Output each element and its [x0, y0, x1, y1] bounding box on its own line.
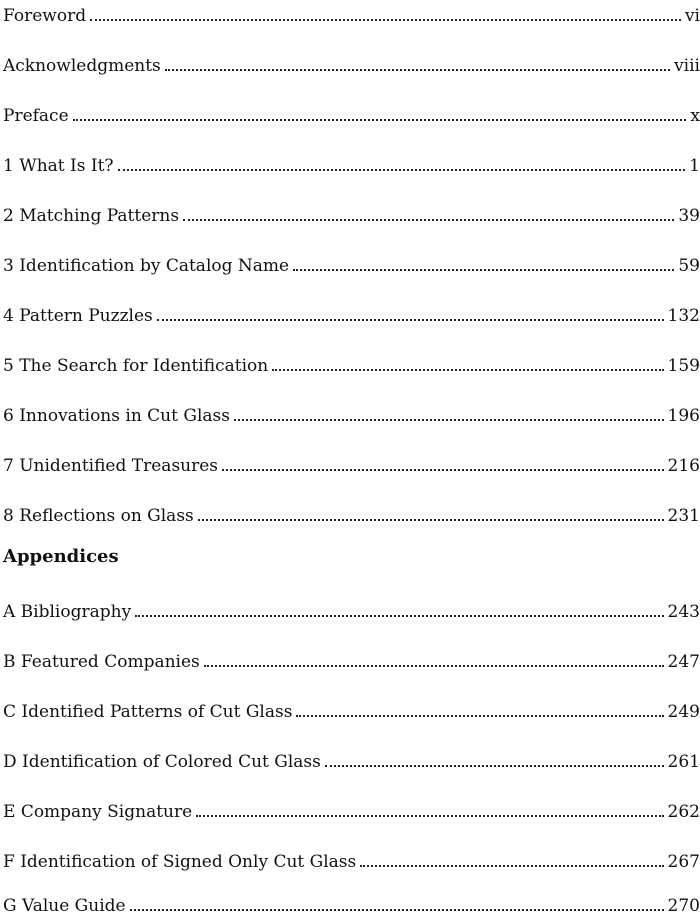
toc-entry-page: 231	[667, 506, 700, 526]
toc-entry-title: F Identification of Signed Only Cut Glass	[3, 852, 357, 872]
toc-entry-title: C Identified Patterns of Cut Glass	[3, 702, 293, 722]
toc-entry-title: B Featured Companies	[3, 652, 200, 672]
toc-entry-foreword	[3, 0, 700, 26]
dot-leader	[198, 506, 664, 526]
dot-leader	[325, 752, 664, 772]
toc-entry-chapter-6	[3, 400, 700, 426]
toc-entry-title: 2 Matching Patterns	[3, 206, 180, 226]
toc-entry-page: 39	[678, 206, 700, 226]
dot-leader	[222, 456, 664, 476]
toc-entry-page: x	[690, 106, 700, 126]
toc-entry-page: 267	[667, 852, 700, 872]
toc-entry-appendix-d	[3, 746, 700, 772]
toc-entry-appendix-e	[3, 796, 700, 822]
toc-entry-page: 159	[667, 356, 700, 376]
dot-leader	[135, 602, 663, 622]
dot-leader	[204, 652, 664, 672]
toc-entry-title: 4 Pattern Puzzles	[3, 306, 153, 326]
toc-entry-appendix-b	[3, 646, 700, 672]
toc-entry-title: Preface	[3, 106, 69, 126]
toc-entry-page: 196	[667, 406, 700, 426]
dot-leader	[272, 356, 663, 376]
dot-leader	[234, 406, 664, 426]
toc-entry-chapter-5	[3, 350, 700, 376]
toc-entry-page: 132	[667, 306, 700, 326]
toc-entry-title: 5 The Search for Identification	[3, 356, 269, 376]
toc-entry-chapter-2	[3, 200, 700, 226]
toc-entry-appendix-a	[3, 596, 700, 622]
toc-entry-page: 247	[667, 652, 700, 672]
dot-leader	[118, 156, 686, 176]
dot-leader	[130, 896, 664, 916]
toc-entry-chapter-4	[3, 300, 700, 326]
toc-entry-title: D Identification of Colored Cut Glass	[3, 752, 321, 772]
toc-entry-page: 270	[667, 896, 700, 916]
toc-entry-page: viii	[674, 56, 700, 76]
toc-entry-page: 249	[667, 702, 700, 722]
appendices-heading: Appendices	[3, 546, 119, 567]
toc-entry-preface	[3, 100, 700, 126]
toc-entry-title: Acknowledgments	[3, 56, 161, 76]
toc-entry-page: 261	[667, 752, 700, 772]
toc-entry-appendix-g	[3, 890, 700, 916]
dot-leader	[165, 56, 670, 76]
toc-entry-title: 6 Innovations in Cut Glass	[3, 406, 230, 426]
toc-entry-appendix-c	[3, 696, 700, 722]
dot-leader	[157, 306, 664, 326]
toc-entry-page: 1	[689, 156, 700, 176]
toc-entry-title: G Value Guide	[3, 896, 126, 916]
toc-entry-chapter-7	[3, 450, 700, 476]
toc-entry-page: vi	[684, 6, 700, 26]
toc-entry-chapter-1	[3, 150, 700, 176]
dot-leader	[293, 256, 674, 276]
toc-entry-title: A Bibliography	[3, 602, 132, 622]
toc-entry-page: 243	[667, 602, 700, 622]
toc-entry-chapter-3	[3, 250, 700, 276]
toc-entry-title: 3 Identification by Catalog Name	[3, 256, 290, 276]
dot-leader	[296, 702, 663, 722]
dot-leader	[196, 802, 663, 822]
toc-entry-chapter-8	[3, 500, 700, 526]
dot-leader	[73, 106, 687, 126]
toc-entry-title: E Company Signature	[3, 802, 193, 822]
dot-leader	[360, 852, 663, 872]
toc-entry-title: 1 What Is It?	[3, 156, 114, 176]
toc-entry-title: 7 Unidentified Treasures	[3, 456, 219, 476]
dot-leader	[183, 206, 674, 226]
toc-entry-page: 216	[667, 456, 700, 476]
toc-entry-acknowledgments	[3, 50, 700, 76]
toc-entry-page: 262	[667, 802, 700, 822]
toc-entry-appendix-f	[3, 846, 700, 872]
toc-entry-page: 59	[678, 256, 700, 276]
dot-leader	[90, 6, 681, 26]
toc-entry-title: Foreword	[3, 6, 87, 26]
toc-entry-title: 8 Reflections on Glass	[3, 506, 194, 526]
